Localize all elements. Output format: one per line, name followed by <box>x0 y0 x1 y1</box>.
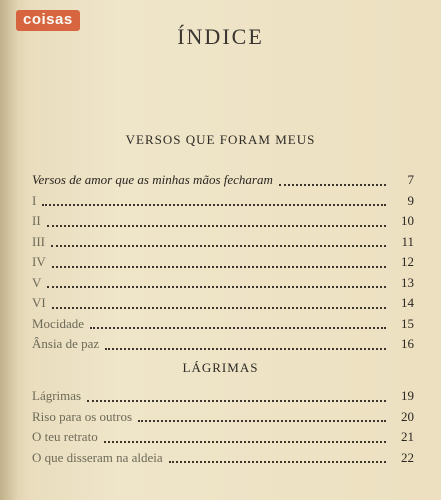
toc-entry <box>32 448 414 468</box>
toc-entry <box>32 170 414 190</box>
toc-entry-title: Ânsia de paz <box>32 336 100 351</box>
toc-leader-dots <box>42 203 386 206</box>
toc-entry-title: Riso para os outros <box>32 408 133 424</box>
toc-entry-title: II <box>32 213 41 228</box>
toc-leader-dots <box>104 440 386 443</box>
toc-entry-title: III <box>32 233 45 249</box>
toc-entry <box>32 191 414 211</box>
section-heading-lagrimas: LÁGRIMAS <box>182 360 259 375</box>
toc-leader-dots <box>52 306 386 309</box>
toc-entry <box>32 252 414 272</box>
toc-entry-page: 12 <box>401 254 414 269</box>
toc-entry-page: 14 <box>401 295 414 310</box>
toc-entry-title: I <box>32 192 37 208</box>
toc-entry <box>32 334 414 354</box>
toc-entry-title: O que disseram na aldeia <box>32 449 163 465</box>
toc-entry <box>32 232 414 252</box>
toc-entry-page: 10 <box>401 213 414 228</box>
toc-leader-dots <box>90 326 386 329</box>
toc-entry <box>32 273 414 293</box>
toc-entry-title: Lágrimas <box>32 388 82 403</box>
toc-leader-dots <box>52 265 386 268</box>
toc-entry-page: 13 <box>401 274 414 290</box>
toc-entry-page: 15 <box>401 315 414 331</box>
toc-entry <box>32 293 414 313</box>
toc-entry <box>32 407 414 427</box>
toc-entry <box>32 314 414 334</box>
toc-entry-page: 21 <box>401 429 414 444</box>
toc-leader-dots <box>279 183 386 186</box>
page-title: ÍNDICE <box>177 24 264 49</box>
toc-entry-title: Versos de amor que as minhas mãos fecharam <box>32 172 273 187</box>
toc-entry-page: 19 <box>401 388 414 403</box>
toc-entry-page: 7 <box>407 172 414 187</box>
toc-leader-dots <box>105 347 386 350</box>
watermark-logo: coisas <box>16 10 80 31</box>
toc-entry-title: V <box>32 274 42 290</box>
toc-entry-page: 22 <box>401 449 414 465</box>
toc-entry-title: O teu retrato <box>32 429 98 444</box>
toc-entry-page: 16 <box>401 336 414 351</box>
toc-leader-dots <box>87 399 386 402</box>
binding-shadow <box>0 0 18 500</box>
toc-leader-dots <box>51 244 386 247</box>
toc-entry-title: IV <box>32 254 46 269</box>
toc-leader-dots <box>47 285 386 288</box>
toc-entry <box>32 427 414 447</box>
toc-entry-page: 11 <box>401 233 414 249</box>
toc-entry-title: VI <box>32 295 46 310</box>
toc-entry-title: Mocidade <box>32 315 84 331</box>
toc-leader-dots <box>138 419 386 422</box>
toc-leader-dots <box>47 224 386 227</box>
toc-leader-dots <box>169 460 386 463</box>
toc-entry-page: 20 <box>401 408 414 424</box>
toc-entry-page: 9 <box>407 192 414 208</box>
toc-entry <box>32 386 414 406</box>
toc-entry <box>32 211 414 231</box>
section-heading-versos: VERSOS QUE FORAM MEUS <box>125 132 316 147</box>
